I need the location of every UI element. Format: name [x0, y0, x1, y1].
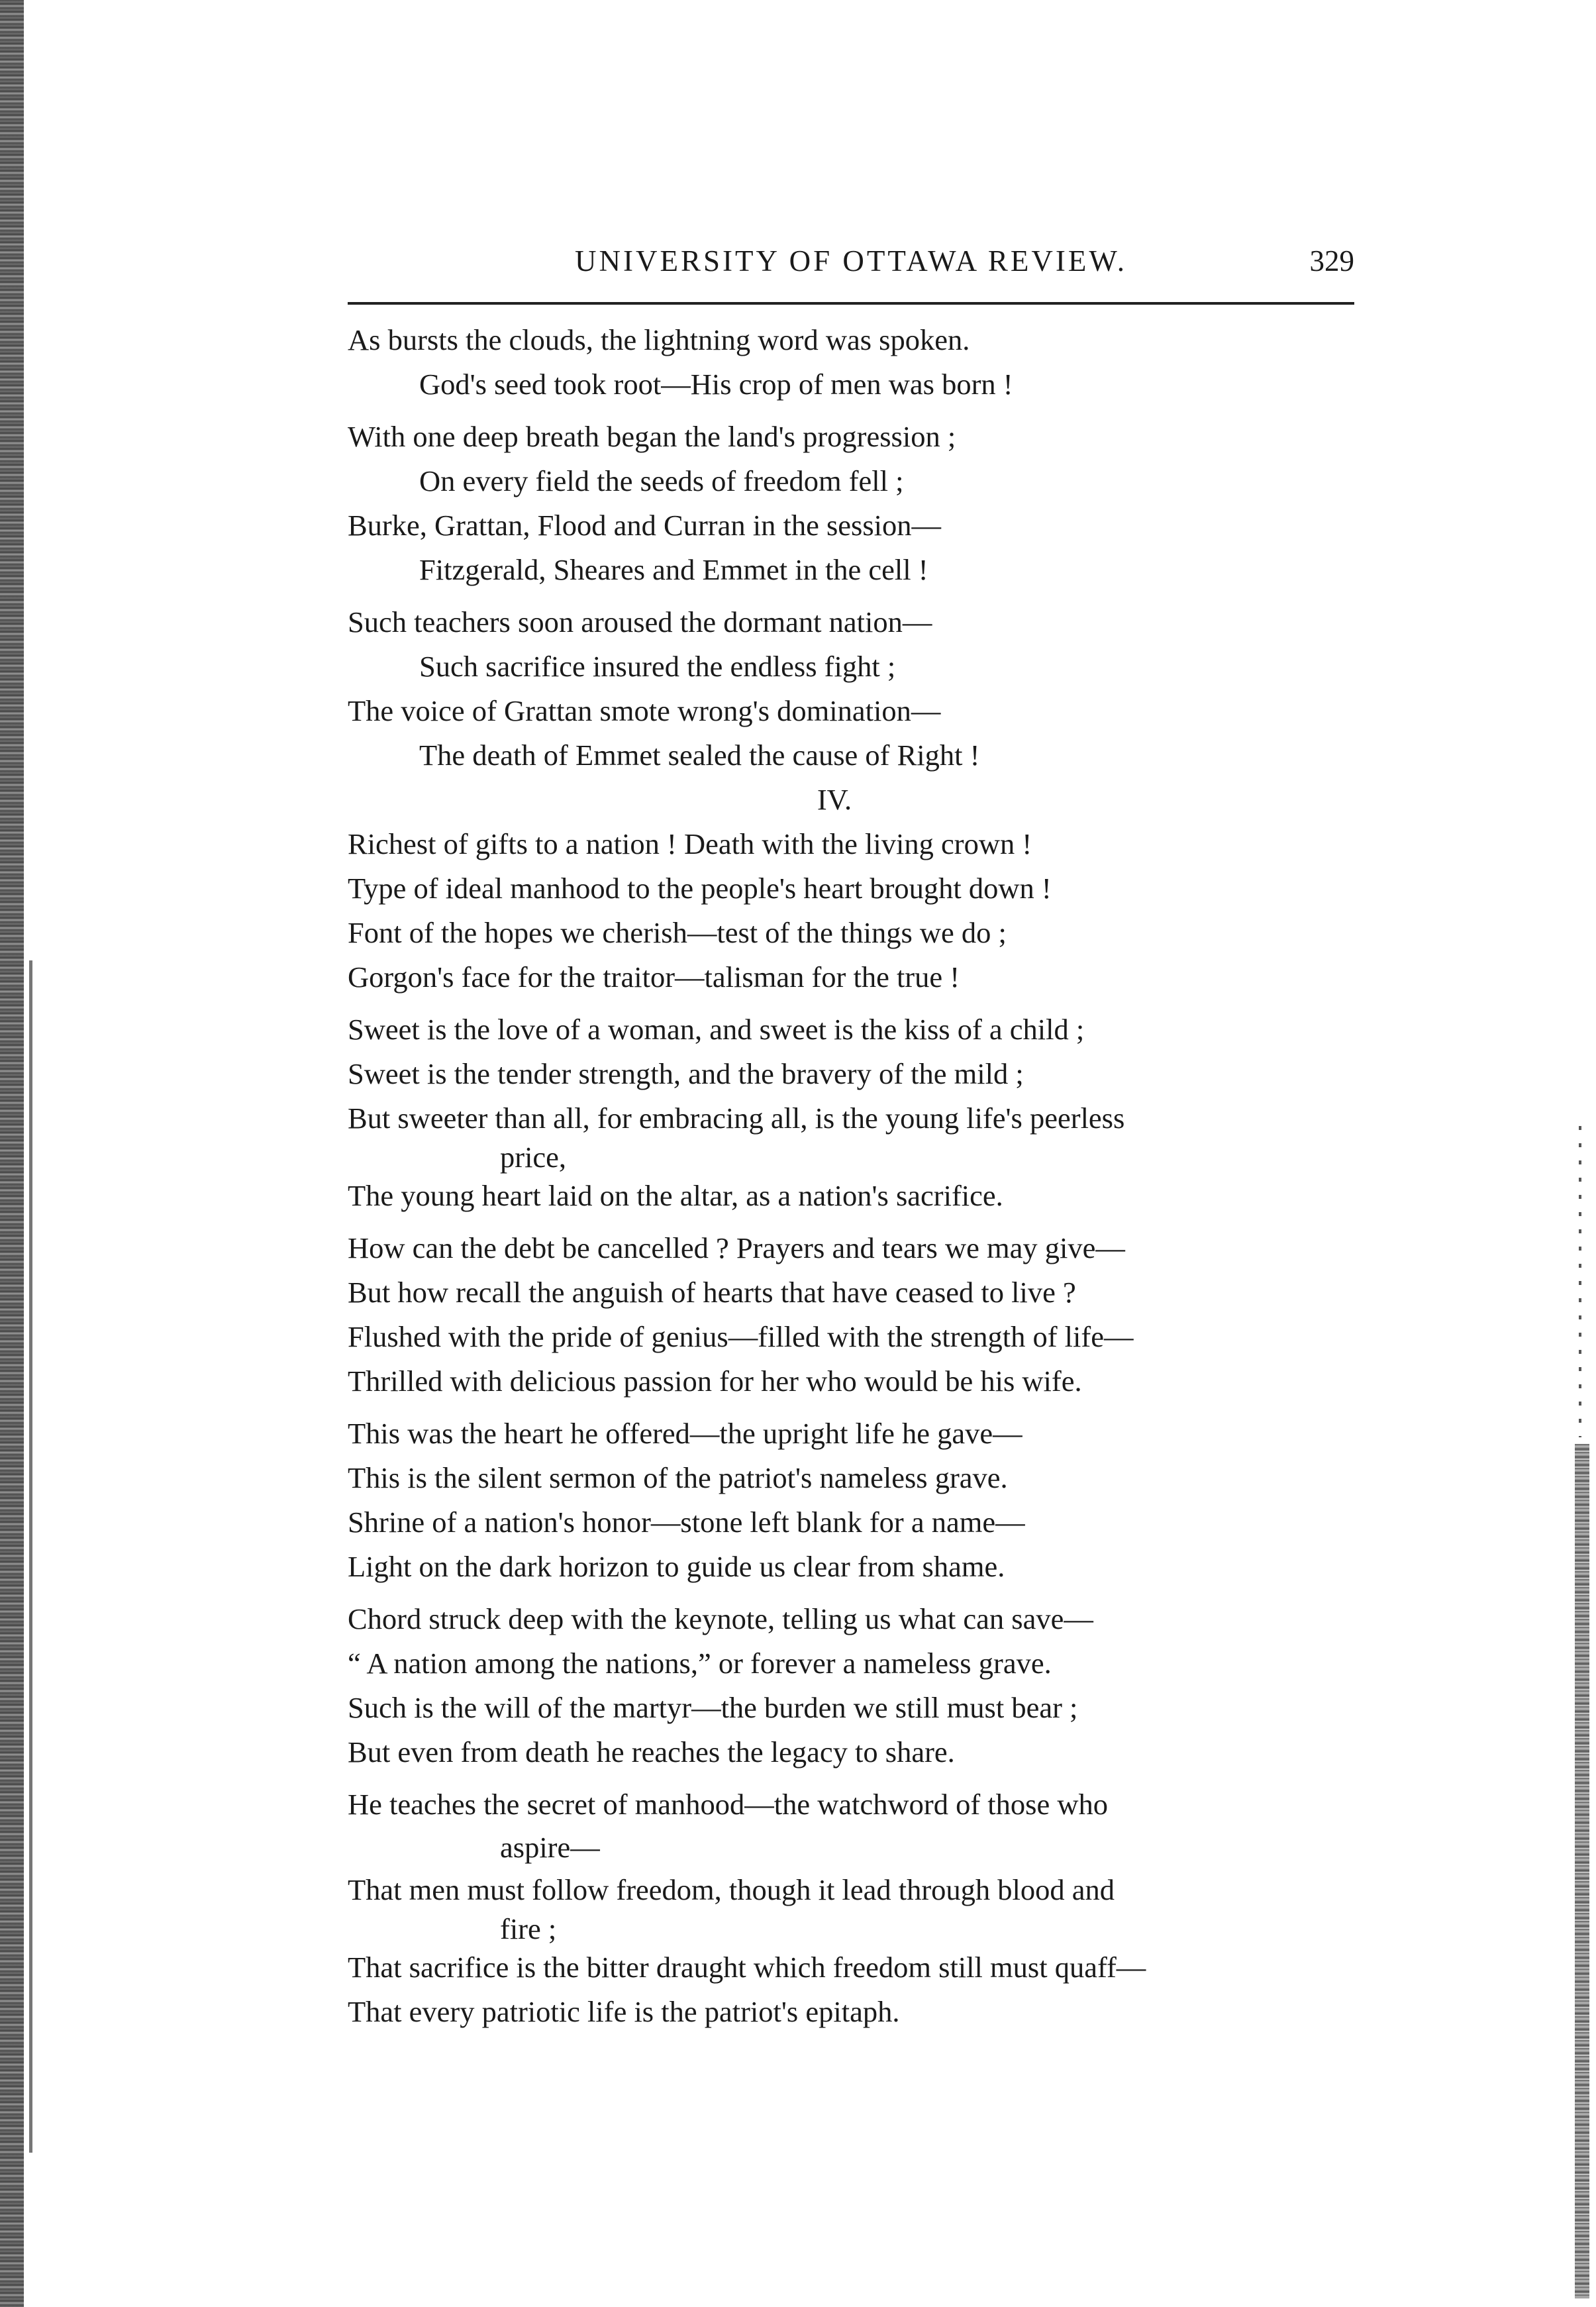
binding-shadow [29, 960, 32, 2153]
poem-line: Such teachers soon aroused the dormant nation— [348, 605, 932, 639]
poem-line: This was the heart he offered—the upright life he gave— [348, 1417, 1022, 1450]
stanza [348, 1411, 1381, 1589]
poem-body [348, 318, 1381, 2034]
poem-line-continuation: fire ; [500, 1912, 557, 1945]
stanza [348, 1007, 1381, 1218]
poem-line: Light on the dark horizon to guide us clear from shame. [348, 1550, 1005, 1583]
poem-line: The voice of Grattan smote wrong's domination— [348, 694, 941, 727]
stanza [348, 318, 1381, 407]
stanza [348, 1782, 1381, 2034]
poem-line: As bursts the clouds, the lightning word was spoken. [348, 323, 970, 356]
journal-title: UNIVERSITY OF OTTAWA REVIEW. [575, 244, 1127, 278]
poem-line: Burke, Grattan, Flood and Curran in the session— [348, 509, 942, 542]
header-rule [348, 302, 1354, 305]
poem-line: God's seed took root—His crop of men was born ! [419, 368, 1013, 401]
poem-line: Shrine of a nation's honor—stone left blank for a name— [348, 1506, 1025, 1539]
poem-line: That sacrifice is the bitter draught which freedom still must quaff— [348, 1951, 1146, 1984]
poem-line: Such is the will of the martyr—the burden we still must bear ; [348, 1691, 1078, 1724]
stanza [348, 822, 1381, 1000]
poem-line: Flushed with the pride of genius—filled with the strength of life— [348, 1320, 1134, 1353]
poem-line: Thrilled with delicious passion for her who would be his wife. [348, 1364, 1082, 1398]
poem-line: Chord struck deep with the keynote, telling us what can save— [348, 1602, 1093, 1635]
section-heading: IV. [817, 783, 852, 816]
poem-line: The young heart laid on the altar, as a nation's sacrifice. [348, 1179, 1003, 1212]
poem-line: On every field the seeds of freedom fell ; [419, 464, 904, 497]
page-edge-dots [1579, 1126, 1581, 1437]
stanza [348, 1597, 1381, 1774]
page-number: 329 [1309, 244, 1354, 278]
book-binding-edge [0, 0, 24, 2307]
poem-line: Richest of gifts to a nation ! Death with the living crown ! [348, 827, 1032, 860]
stanza [348, 1226, 1381, 1404]
poem-line: But even from death he reaches the legacy to share. [348, 1735, 955, 1769]
poem-line: How can the debt be cancelled ? Prayers and tears we may give— [348, 1231, 1125, 1264]
poem-line: Sweet is the tender strength, and the bravery of the mild ; [348, 1057, 1024, 1090]
poem-line: But sweeter than all, for embracing all, is the young life's peerless [348, 1102, 1125, 1135]
poem-line: With one deep breath began the land's progression ; [348, 420, 956, 453]
stanza [348, 415, 1381, 592]
right-page-edge [1575, 1444, 1589, 2298]
poem-line: Gorgon's face for the traitor—talisman for the true ! [348, 960, 960, 994]
running-header [348, 238, 1354, 285]
poem-line-continuation: aspire— [500, 1831, 600, 1864]
poem-line: Type of ideal manhood to the people's heart brought down ! [348, 872, 1052, 905]
poem-line: That every patriotic life is the patriot's epitaph. [348, 1995, 900, 2028]
poem-line: He teaches the secret of manhood—the watchword of those who [348, 1788, 1108, 1821]
poem-line: But how recall the anguish of hearts that have ceased to live ? [348, 1276, 1076, 1309]
poem-line-continuation: price, [500, 1141, 567, 1174]
poem-line: The death of Emmet sealed the cause of Right ! [419, 739, 980, 772]
poem-line: Such sacrifice insured the endless fight ; [419, 650, 896, 683]
poem-line: Fitzgerald, Sheares and Emmet in the cell ! [419, 553, 928, 586]
poem-line: Font of the hopes we cherish—test of the things we do ; [348, 916, 1007, 949]
poem-line: Sweet is the love of a woman, and sweet is the kiss of a child ; [348, 1013, 1085, 1046]
poem-line: This is the silent sermon of the patriot's nameless grave. [348, 1461, 1008, 1494]
stanza [348, 600, 1381, 778]
poem-line: “ A nation among the nations,” or forever a nameless grave. [348, 1647, 1052, 1680]
poem-line: That men must follow freedom, though it lead through blood and [348, 1873, 1115, 1906]
